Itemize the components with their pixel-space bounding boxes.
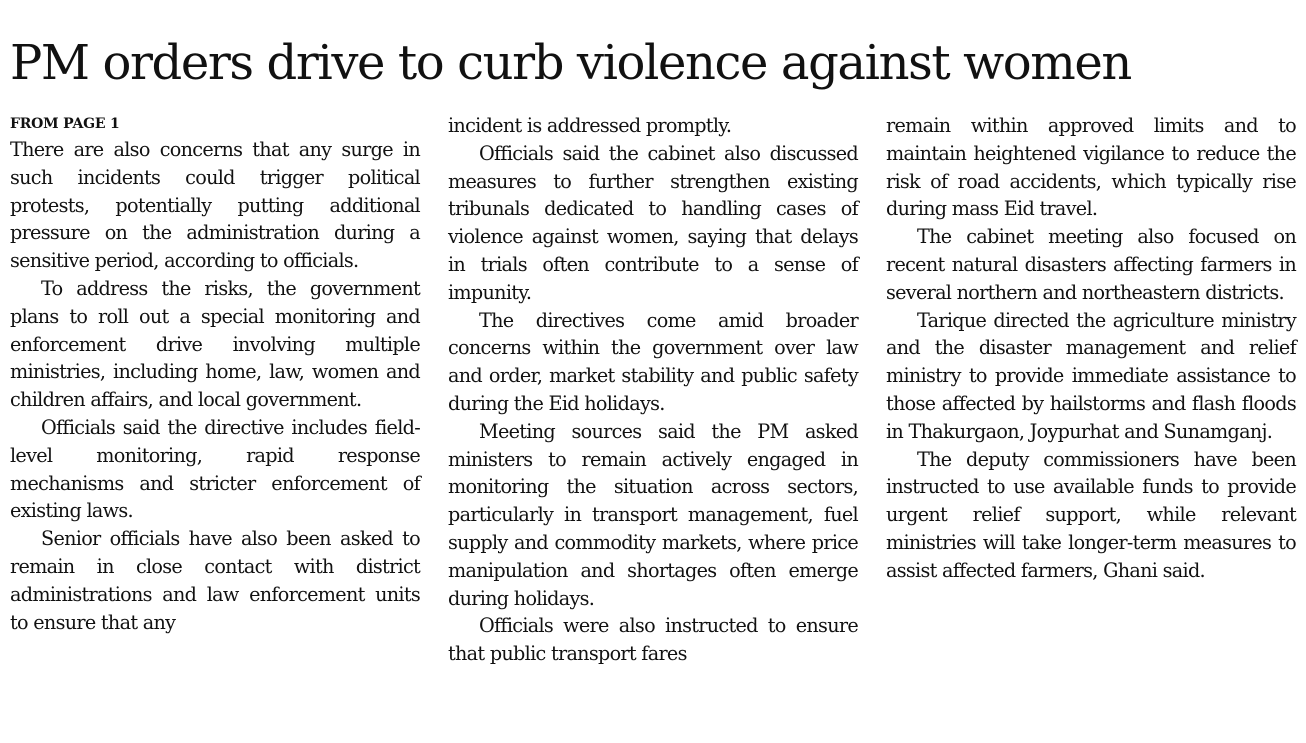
paragraph-continued: remain within approved limits and to maintain heightened vigilance to reduce the risk of road accidents, which typically rise during mass Eid travel.	[886, 114, 1296, 221]
article-column-2	[448, 112, 858, 668]
paragraph: Officials said the cabinet also discussed measures to further strengthen existing tribunals dedicated to handling cases of violence against women, saying that delays in trials often contribute to a sense of impunity.	[448, 141, 858, 304]
paragraph-continued: incident is addressed promptly.	[448, 114, 732, 137]
paragraph: The directives come amid broader concerns within the government over law and order, market stability and public safety during the Eid holidays.	[448, 308, 858, 415]
paragraph: To address the risks, the government plans to roll out a special monitoring and enforcement drive involving multiple ministries, including home, law, women and children affairs, and local government.	[10, 276, 420, 412]
paragraph: Officials said the directive includes field-level monitoring, rapid response mechanisms and stricter enforcement of existing laws.	[10, 415, 420, 523]
paragraph: Officials were also instructed to ensure that public transport fares	[448, 614, 858, 666]
headline: PM orders drive to curb violence against women	[10, 35, 1131, 91]
article-column-3	[886, 112, 1296, 585]
kicker-label: FROM PAGE 1	[10, 116, 120, 132]
paragraph: The cabinet meeting also focused on recent natural disasters affecting farmers in several northern and northeastern districts.	[886, 225, 1296, 304]
paragraph: There are also concerns that any surge in such incidents could trigger political protests, potentially putting additional pressure on the administration during a sensitive period, according to officials.	[10, 138, 420, 273]
paragraph: Meeting sources said the PM asked ministers to remain actively engaged in monitoring the situation across sectors, particularly in transport management, fuel supply and commodity markets, where price manipulation and shortages often emerge during holidays.	[448, 419, 858, 610]
paragraph: Senior officials have also been asked to remain in close contact with district administrations and law enforcement units to ensure that any	[10, 527, 420, 634]
paragraph: The deputy commissioners have been instructed to use available funds to provide urgent relief support, while relevant ministries will take longer-term measures to assist affected farmers, Ghani said.	[886, 447, 1296, 582]
article-column-1	[10, 112, 420, 636]
paragraph: Tarique directed the agriculture ministry and the disaster management and relief ministry to provide immediate assistance to those affected by hailstorms and flash floods in Thakurgaon, Joypurhat and Sunamganj.	[886, 308, 1296, 443]
